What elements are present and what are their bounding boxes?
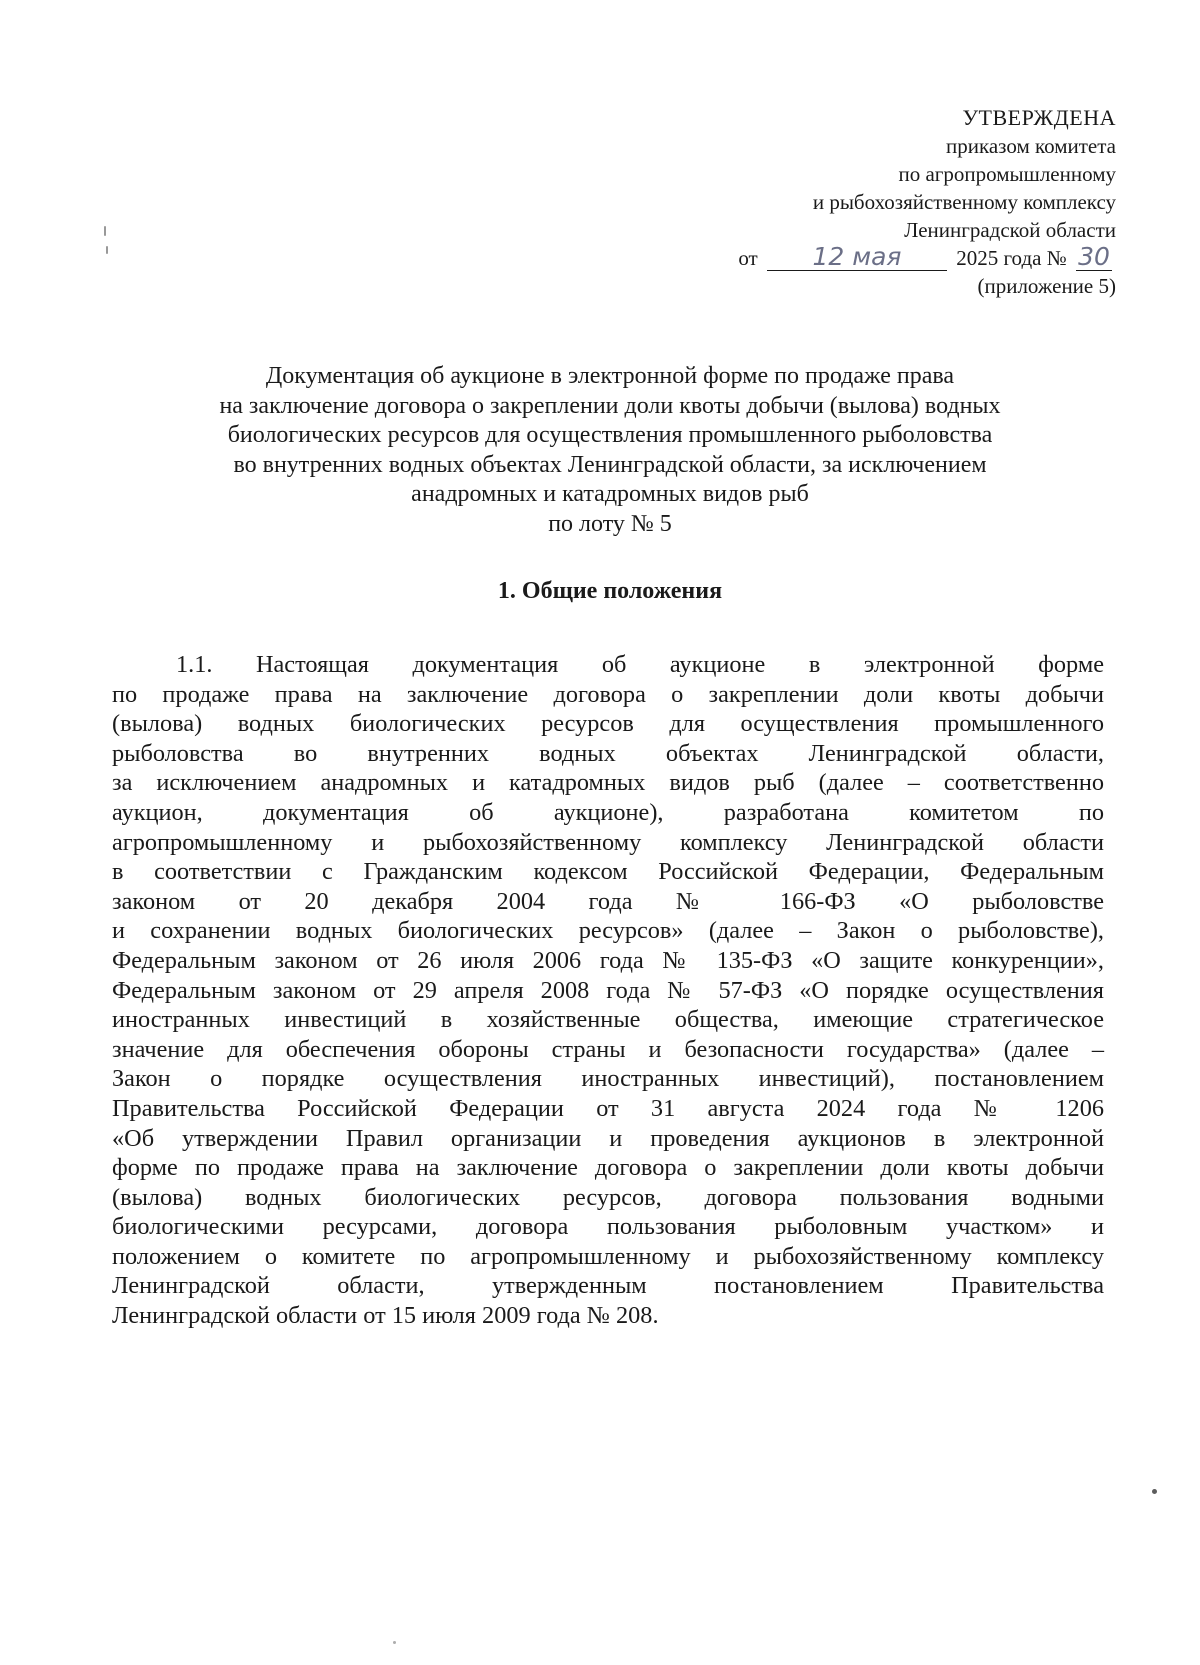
date-prefix: от bbox=[738, 246, 758, 270]
body-line: Закон о порядке осуществления иностранных инвестиций), постановлением bbox=[112, 1065, 1104, 1093]
heading-line: на заключение договора о закреплении доли квоты добычи (вылова) водных bbox=[219, 392, 1001, 419]
body-line: иностранных инвестиций в хозяйственные общества, имеющие стратегическое bbox=[112, 1006, 1104, 1034]
body-line: Федеральным законом от 26 июля 2006 года № 135-ФЗ «О защите конкуренции», bbox=[112, 946, 1104, 974]
body-paragraph bbox=[112, 650, 1104, 1331]
heading-line: анадромных и катадромных видов рыб bbox=[411, 481, 809, 507]
body-line: в соответствии с Гражданским кодексом Российской Федерации, Федеральным bbox=[112, 858, 1104, 886]
approval-appendix: (приложение 5) bbox=[977, 274, 1116, 298]
approval-date-line bbox=[596, 244, 1116, 272]
body-line: законом от 20 декабря 2004 года № 166-ФЗ «О рыболовстве bbox=[112, 887, 1104, 915]
heading-line: биологических ресурсов для осуществления промышленного рыболовства bbox=[227, 422, 993, 448]
approval-line-3: и рыбохозяйственному комплексу bbox=[812, 190, 1116, 214]
scan-speck bbox=[104, 226, 106, 236]
approval-block bbox=[596, 104, 1116, 300]
body-line: за исключением анадромных и катадромных видов рыб (далее – соответственно bbox=[112, 769, 1104, 797]
body-line: Правительства Российской Федерации от 31 августа 2024 года № 1206 bbox=[112, 1094, 1104, 1122]
body-line: значение для обеспечения обороны страны и безопасности государства» (далее – bbox=[112, 1035, 1104, 1063]
body-line: биологическими ресурсами, договора пользования рыболовным участком» и bbox=[112, 1213, 1104, 1241]
body-line: (вылова) водных биологических ресурсов, договора пользования водными bbox=[112, 1183, 1104, 1211]
document-heading bbox=[100, 362, 1120, 539]
heading-line: во внутренних водных объектах Ленинградской области, за исключением bbox=[233, 451, 987, 478]
body-line: Ленинградской области, утвержденным постановлением Правительства bbox=[112, 1272, 1104, 1300]
approval-line-2: по агропромышленному bbox=[898, 162, 1116, 186]
body-line: рыболовства во внутренних водных объектах Ленинградской области, bbox=[112, 739, 1104, 767]
body-line: агропромышленному и рыбохозяйственному комплексу Ленинградской области bbox=[112, 828, 1104, 856]
handwritten-number: 30 bbox=[1076, 244, 1112, 271]
heading-line: Документация об аукционе в электронной форме по продаже права bbox=[265, 363, 955, 389]
scan-speck bbox=[393, 1641, 396, 1644]
body-line: по продаже права на заключение договора о закреплении доли квоты добычи bbox=[112, 680, 1104, 708]
scan-speck bbox=[106, 246, 108, 254]
body-line: (вылова) водных биологических ресурсов для осуществления промышленного bbox=[112, 710, 1104, 738]
scan-speck bbox=[1152, 1489, 1157, 1494]
body-line: положением о комитете по агропромышленному и рыбохозяйственному комплексу bbox=[112, 1242, 1104, 1270]
approval-line-1: приказом комитета bbox=[945, 134, 1116, 158]
handwritten-date: 12 мая bbox=[767, 244, 947, 271]
approval-title: УТВЕРЖДЕНА bbox=[962, 105, 1116, 130]
body-line: «Об утверждении Правил организации и проведения аукционов в электронной bbox=[112, 1124, 1104, 1152]
approval-line-4: Ленинградской области bbox=[904, 218, 1116, 242]
body-line: Ленинградской области от 15 июля 2009 года № 208. bbox=[112, 1302, 659, 1330]
heading-line: по лоту № 5 bbox=[548, 510, 672, 537]
date-suffix: 2025 года № bbox=[956, 246, 1067, 270]
body-line: форме по продаже права на заключение договора о закреплении доли квоты добычи bbox=[112, 1154, 1104, 1182]
body-line: аукцион, документация об аукционе), разработана комитетом по bbox=[112, 798, 1104, 826]
section-title: 1. Общие положения bbox=[497, 578, 723, 604]
body-line: Федеральным законом от 29 апреля 2008 года № 57-ФЗ «О порядке осуществления bbox=[112, 976, 1104, 1004]
body-line: 1.1. Настоящая документация об аукционе в электронной форме bbox=[176, 651, 1104, 678]
body-line: и сохранении водных биологических ресурсов» (далее – Закон о рыболовстве), bbox=[112, 917, 1104, 945]
